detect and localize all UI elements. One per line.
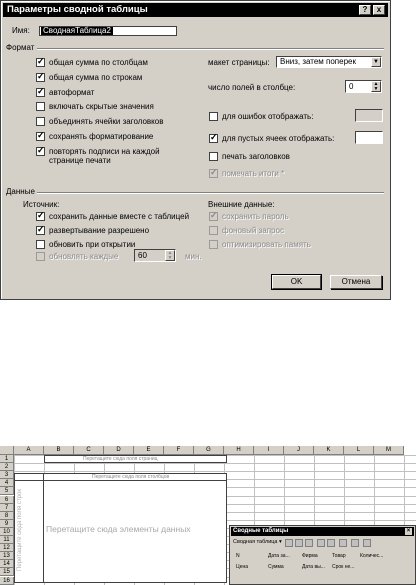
pivot-name-input[interactable] (39, 26, 177, 36)
spinner-arrows-icon[interactable]: ▲ ▼ (371, 81, 381, 92)
row-header[interactable]: 10 (0, 528, 14, 536)
column-header[interactable]: G (194, 446, 224, 455)
for-errors-label: для ошибок отображать: (222, 112, 314, 121)
row-header[interactable]: 6 (0, 496, 14, 504)
pivot-table-menu[interactable]: Сводная таблица ▾ (233, 539, 282, 545)
pivot-field-button[interactable]: Цена (236, 564, 249, 570)
pivot-field-button[interactable]: Фирма (302, 553, 318, 559)
name-label: Имя: (12, 26, 30, 35)
close-icon[interactable]: × (406, 528, 411, 534)
help-button[interactable]: ? (359, 5, 371, 15)
pivot-field-button[interactable]: N (236, 553, 240, 559)
column-header[interactable]: E (134, 446, 164, 455)
toolbar-titlebar (231, 527, 414, 536)
for-empty-cells-input[interactable] (355, 131, 383, 144)
row-header[interactable]: 7 (0, 504, 14, 512)
source-label: Источник: (23, 200, 60, 209)
fields-per-column-label: число полей в столбце: (208, 83, 296, 92)
autoformat-label: автоформат (49, 88, 95, 97)
format-separator (37, 48, 384, 50)
merge-labels-label: объединять ячейки заголовков (49, 117, 164, 126)
column-header[interactable]: A (14, 446, 44, 455)
column-fields-hint: Перетащите сюда поля столбцов (92, 474, 170, 480)
refresh-unit-label: мин. (185, 252, 202, 261)
row-header[interactable]: 16 (0, 577, 14, 585)
format-report-icon[interactable] (285, 539, 293, 547)
pivot-options-dialog (0, 0, 391, 300)
grand-totals-columns-checkbox[interactable] (36, 58, 45, 67)
grand-totals-rows-checkbox[interactable] (36, 73, 45, 82)
for-empty-cells-checkbox[interactable] (209, 134, 218, 143)
merge-labels-checkbox[interactable] (36, 117, 45, 126)
for-empty-cells-label: для пустых ячеек отображать: (222, 134, 335, 143)
hide-detail-icon[interactable] (317, 539, 325, 547)
dialog-title: Параметры сводной таблицы (7, 4, 148, 15)
pivot-field-button[interactable]: Сумма (268, 564, 284, 570)
column-header[interactable]: D (104, 446, 134, 455)
close-button[interactable]: x (373, 5, 385, 15)
subtotal-hidden-label: включать скрытые значения (49, 102, 154, 111)
row-header[interactable]: 11 (0, 536, 14, 544)
refresh-data-icon[interactable] (339, 539, 347, 547)
column-header[interactable]: J (284, 446, 314, 455)
fields-per-column-spinner[interactable] (345, 80, 382, 93)
show-field-list-icon[interactable] (363, 539, 371, 547)
grid-line (14, 463, 416, 464)
background-query-label: фоновый запрос (222, 226, 284, 235)
row-header[interactable]: 9 (0, 520, 14, 528)
autoformat-checkbox[interactable] (36, 88, 45, 97)
column-header[interactable]: H (224, 446, 254, 455)
row-header[interactable]: 15 (0, 568, 14, 576)
pivot-table-toolbar (229, 525, 416, 585)
optimize-memory-label: оптимизировать память (222, 240, 311, 249)
row-header[interactable]: 3 (0, 471, 14, 479)
column-header[interactable]: F (164, 446, 194, 455)
save-data-with-layout-checkbox[interactable] (36, 212, 45, 221)
page-fields-hint: Перетащите сюда поля страниц (83, 456, 158, 462)
print-titles-label: печать заголовков (222, 152, 290, 161)
print-titles-checkbox[interactable] (209, 152, 218, 161)
grand-totals-columns-label: общая сумма по столбцам (49, 58, 148, 67)
refresh-minutes-spinner[interactable] (134, 249, 176, 262)
subtotal-hidden-checkbox[interactable] (36, 102, 45, 111)
format-section-title: Формат (6, 43, 35, 52)
column-header[interactable]: C (74, 446, 104, 455)
row-header[interactable]: 14 (0, 560, 14, 568)
ok-button[interactable]: OK (272, 275, 321, 289)
select-all-corner[interactable] (0, 446, 14, 455)
enable-drilldown-label: развертывание разрешено (49, 226, 150, 235)
column-header[interactable]: B (44, 446, 74, 455)
pivot-field-button[interactable]: Товар (332, 553, 346, 559)
mark-totals-label: помечать итоги * (222, 169, 285, 178)
row-header[interactable]: 8 (0, 512, 14, 520)
repeat-labels-label-line2: странице печати (49, 156, 111, 165)
row-header[interactable]: 5 (0, 487, 14, 495)
save-password-label: сохранить пароль (222, 212, 289, 221)
layout-select-value: Вниз, затем поперек (280, 57, 356, 66)
column-header[interactable]: L (344, 446, 374, 455)
pivot-field-button[interactable]: Дата за... (268, 553, 290, 559)
column-header[interactable]: K (314, 446, 344, 455)
pivot-wizard-icon[interactable] (305, 539, 313, 547)
field-settings-icon[interactable] (351, 539, 359, 547)
pivot-field-button[interactable]: Срок не... (332, 564, 355, 570)
external-data-label: Внешние данные: (208, 200, 275, 209)
refresh-on-open-checkbox[interactable] (36, 240, 45, 249)
repeat-labels-checkbox[interactable] (36, 147, 45, 156)
cancel-button[interactable]: Отмена (330, 275, 382, 289)
optimize-memory-checkbox[interactable] (209, 240, 218, 249)
chevron-down-icon[interactable]: ▼ (371, 57, 381, 67)
save-password-checkbox[interactable] (209, 212, 218, 221)
fields-per-column-value: 0 (349, 82, 354, 91)
mark-totals-checkbox[interactable] (209, 169, 218, 178)
pivot-table-area (14, 473, 227, 583)
layout-label: макет страницы: (208, 58, 270, 67)
row-header[interactable]: 4 (0, 479, 14, 487)
column-header[interactable]: M (374, 446, 404, 455)
refresh-every-label: обновлять каждые (49, 252, 119, 261)
row-header[interactable]: 2 (0, 463, 14, 471)
preserve-formatting-label: сохранять форматирование (49, 132, 154, 141)
spinner-arrows-icon[interactable]: ▲ ▼ (165, 250, 175, 261)
row-header[interactable]: 12 (0, 544, 14, 552)
pivot-field-button[interactable]: Количес... (360, 553, 384, 559)
refresh-every-checkbox[interactable] (36, 252, 45, 261)
save-data-with-layout-label: сохранить данные вместе с таблицей (49, 212, 190, 221)
show-detail-icon[interactable] (327, 539, 335, 547)
toolbar-title: Сводные таблицы (233, 528, 289, 534)
grand-totals-rows-label: общая сумма по строкам (49, 73, 143, 82)
background-query-checkbox[interactable] (209, 226, 218, 235)
refresh-minutes-value: 60 (138, 251, 147, 260)
data-items-hint: Перетащите сюда элементы данных (46, 524, 191, 534)
data-items-area[interactable] (44, 481, 226, 582)
for-errors-input[interactable] (355, 109, 383, 122)
pivot-field-button[interactable]: Дата вы... (302, 564, 325, 570)
data-section-title: Данные (6, 187, 35, 196)
column-header[interactable]: I (254, 446, 284, 455)
pivot-name-value: СводнаяТаблица2 (43, 26, 111, 35)
preserve-formatting-checkbox[interactable] (36, 132, 45, 141)
row-fields-area[interactable] (15, 481, 44, 582)
layout-select[interactable] (276, 56, 382, 68)
row-fields-hint: Перетащите сюда поля строк (16, 489, 23, 571)
page-fields-area[interactable] (44, 455, 227, 463)
refresh-on-open-label: обновить при открытии (49, 240, 136, 249)
data-separator (37, 192, 384, 194)
pivot-corner-cell (15, 474, 44, 481)
row-header[interactable]: 1 (0, 455, 14, 463)
dialog-titlebar (3, 3, 388, 17)
column-fields-area[interactable] (44, 474, 226, 481)
for-errors-checkbox[interactable] (209, 112, 218, 121)
repeat-labels-label: повторять подписи на каждой (49, 147, 160, 156)
enable-drilldown-checkbox[interactable] (36, 226, 45, 235)
chart-wizard-icon[interactable] (295, 539, 303, 547)
row-header[interactable]: 13 (0, 552, 14, 560)
